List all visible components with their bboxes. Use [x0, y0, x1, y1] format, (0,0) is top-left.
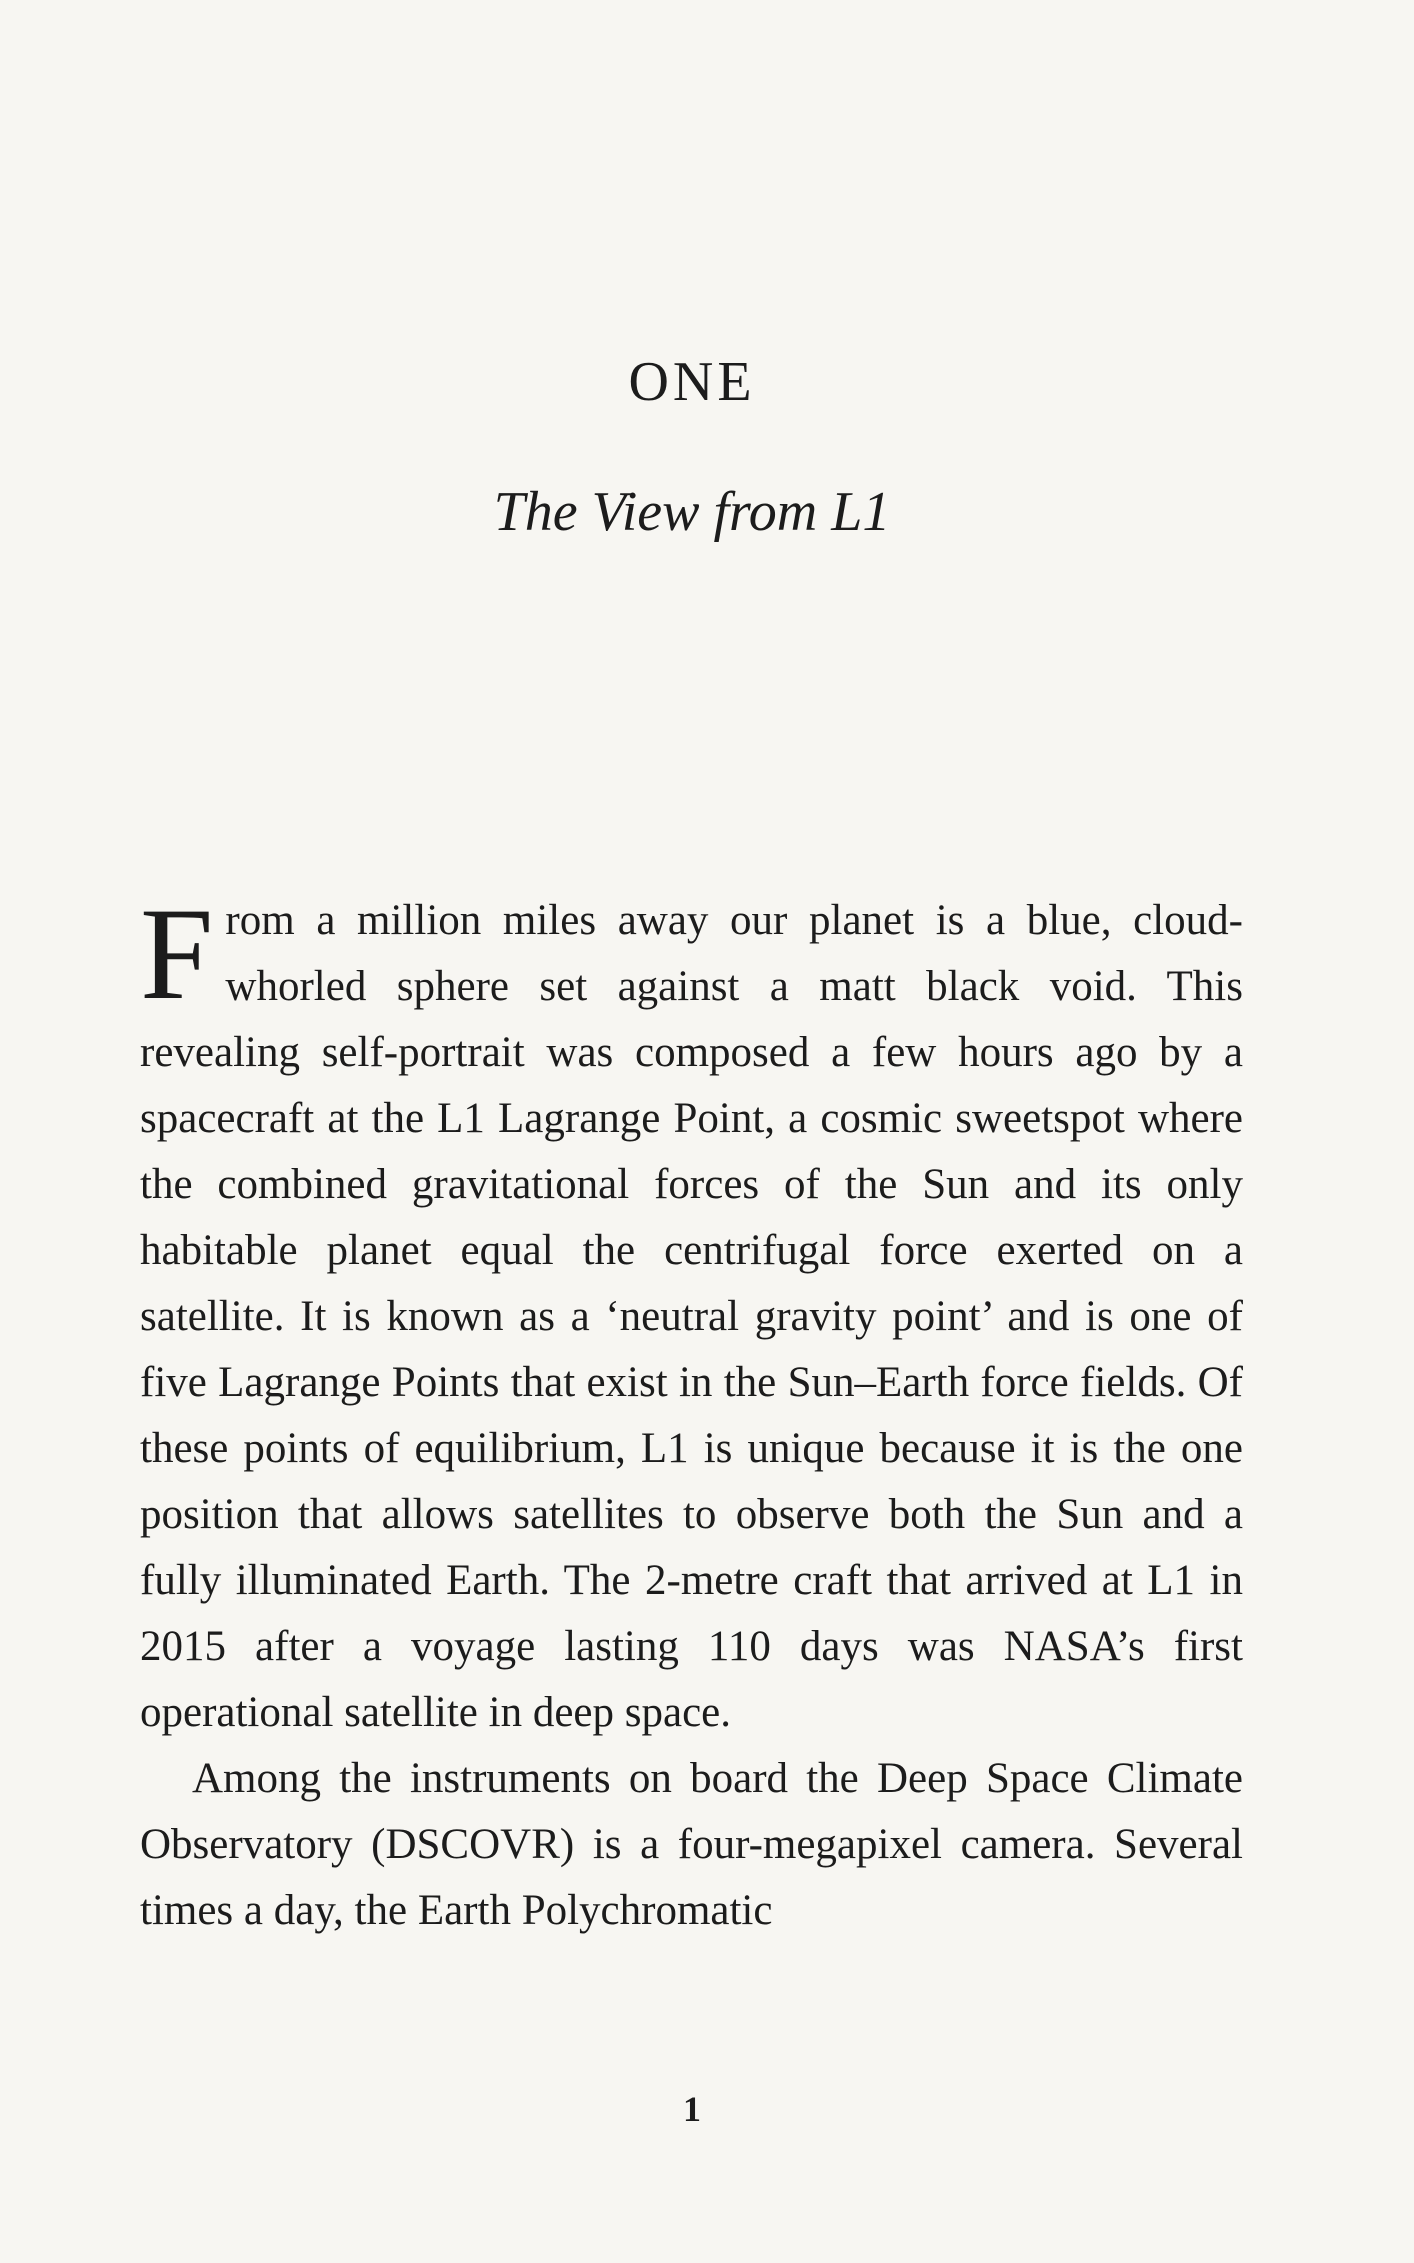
drop-cap: F — [140, 880, 214, 1027]
chapter-title: The View from L1 — [493, 481, 891, 543]
paragraph-1 — [140, 880, 1243, 1746]
paragraph-2: Among the instruments on board the Deep Space Climate Observatory (DSCOVR) is a four-megapixel camera. Several times a day, the Earth Polychromatic — [140, 1755, 1243, 1934]
body-text — [140, 880, 1243, 1944]
chapter-number: ONE — [628, 351, 756, 413]
paragraph-1-text: rom a million miles away our planet is a blue, cloud-whorled sphere set against a matt black void. This revealing self-portrait was composed a few hours ago by a spacecraft at the L1 Lagrange Point, a cosmic sweetspot where the combined gravitational forces of the Sun and its only habitable planet equal the centrifugal force exerted on a satellite. It is known as a ‘neutral gravity point’ and is one of five Lagrange Points that exist in the Sun–Earth force fields. Of these points of equilibrium, L1 is unique because it is the one position that allows satellites to observe both the Sun and a fully illuminated Earth. The 2-metre craft that arrived at L1 in 2015 after a voyage lasting 110 days was NASA’s first operational satellite in deep space. — [140, 897, 1243, 1736]
page-number: 1 — [683, 2089, 701, 2129]
